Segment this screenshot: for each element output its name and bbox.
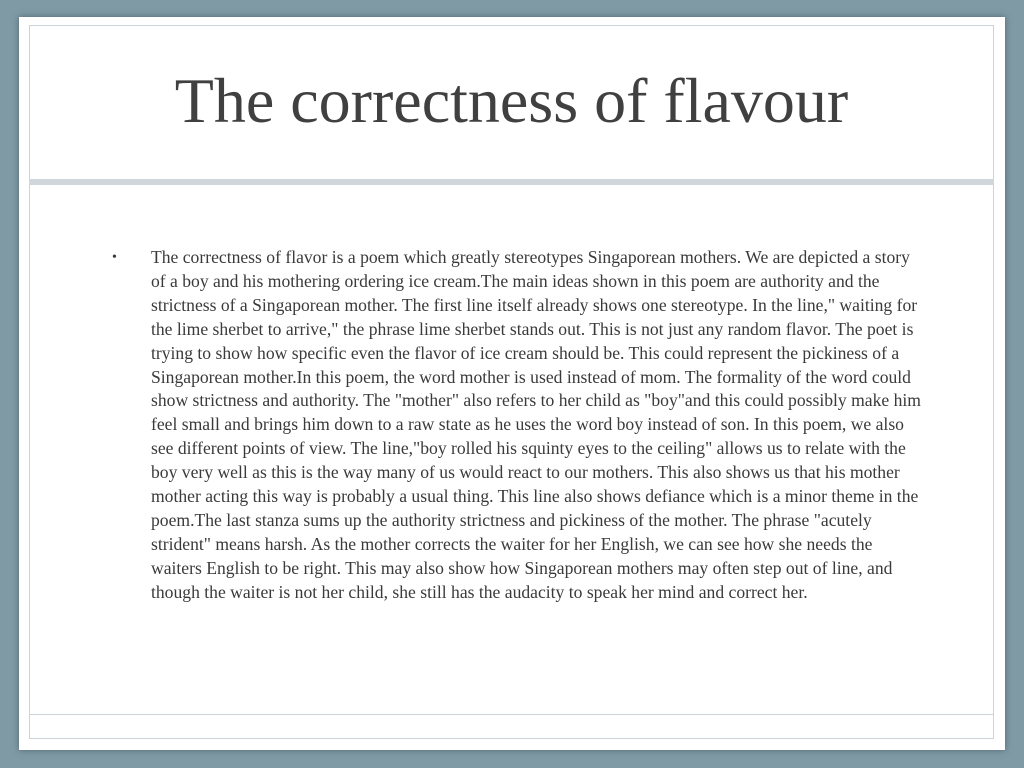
slide	[19, 17, 1005, 750]
bullet-icon: •	[112, 250, 117, 265]
footer-divider	[29, 714, 994, 715]
bullet-item	[111, 246, 921, 605]
slide-body	[111, 246, 921, 605]
slide-title: The correctness of flavour	[174, 65, 849, 136]
bullet-text: The correctness of flavor is a poem which greatly stereotypes Singaporean mothers. We are depicted a story of a boy and his mothering ordering ice cream.The main ideas shown in this poem are authority and the strictness of a Singaporean mother. The first line itself already shows one stereotype. In the line," waiting for the lime sherbet to arrive," the phrase lime sherbet stands out. This is not just any random flavor. The poet is trying to show how specific even the flavor of ice cream should be. This could represent the pickiness of a Singaporean mother.In this poem, the word mother is used instead of mom. The formality of the word could show strictness and authority. The "mother" also refers to her child as "boy"and this could possibly make him feel small and brings him down to a raw state as he uses the word boy instead of son. In this poem, we also see different points of view. The line,"boy rolled his squinty eyes to the ceiling" allows us to relate with the boy very well as this is the way many of us would react to our mothers. This also shows us that his mother mother acting this way is probably a usual thing. This line also shows defiance which is a minor theme in the poem.The last stanza sums up the authority strictness and pickiness of the mother. The phrase "acutely strident" means harsh. As the mother corrects the waiter for her English, we can see how she needs the waiters English to be right. This may also show how Singaporean mothers may often step out of line, and though the waiter is not her child, she still has the audacity to speak her mind and correct her.	[151, 247, 921, 602]
title-separator	[29, 179, 994, 185]
